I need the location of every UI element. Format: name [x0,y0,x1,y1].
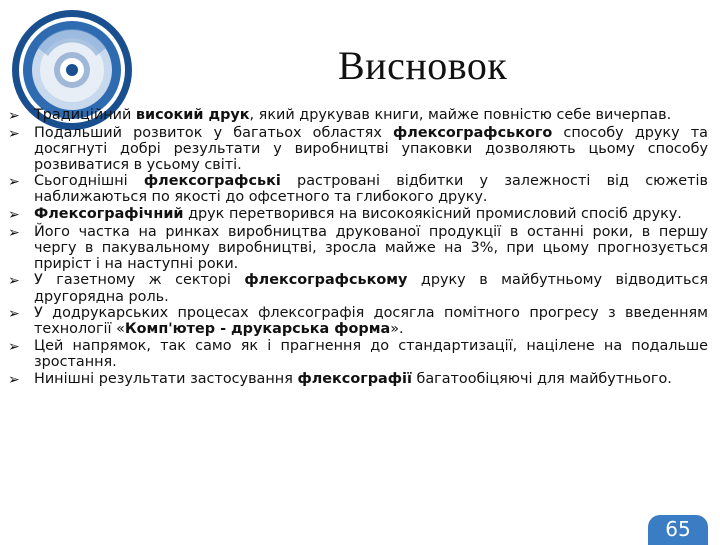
arrow-bullet-icon: ➢ [8,125,20,142]
bullet-bold-term: Комп'ютер - друкарська форма [124,321,391,338]
arrow-bullet-icon: ➢ [8,338,20,355]
bullet-bold-term: Флексографічний [34,206,184,223]
bullet-item [8,224,708,272]
bullet-text [34,206,708,223]
bullet-text [34,371,708,388]
bullet-text-part: , який друкував книги, майже повністю себе вичерпав. [249,107,672,123]
bullet-text [34,272,708,304]
bullet-bold-term: флексографському [244,272,408,289]
bullet-bold-term: флексографії [297,370,412,387]
arrow-bullet-icon: ➢ [8,224,20,241]
bullet-text [34,224,708,272]
arrow-bullet-icon: ➢ [8,306,20,323]
bullet-text-part: багатообіцяючі для майбутнього. [411,370,672,387]
bullet-item [8,206,708,223]
bullet-text [34,305,708,337]
bullet-list [8,107,708,388]
bullet-text [34,107,708,124]
slide-title: Висновок [338,43,508,88]
bullet-text-part: Нинішні результати застосування [34,370,298,387]
arrow-bullet-icon: ➢ [8,273,20,290]
arrow-bullet-icon: ➢ [8,371,20,388]
bullet-text-part: ». [390,321,404,338]
bullet-text [34,173,708,205]
bullet-item [8,173,708,205]
bullet-text-part: Традиційний [34,107,136,123]
bullet-item [8,371,708,388]
bullet-text-part: Цей напрямок, так само як і прагнення до стандартизації, націлене на подальше зростання. [34,337,708,370]
bullet-item [8,305,708,337]
bullet-text-part: Подальший розвиток у багатьох областях [34,124,393,141]
bullet-text [34,125,708,173]
arrow-bullet-icon: ➢ [8,108,20,124]
bullet-item [8,125,708,173]
bullet-text-part: Сьогоднішні [34,173,144,190]
arrow-bullet-icon: ➢ [8,207,20,224]
bullet-text-part: Його частка на ринках виробництва друкованої продукції в останні роки, в першу чергу в пакувальному виробництві, зросла майже на 3%, при цьому прогнозується приріст і на наступні роки. [34,223,708,272]
bullet-text-part: друк перетворився на високоякісний промисловий спосіб друку. [183,206,682,223]
bullet-text-part: У додрукарських процесах флексографія досягла помітного прогресу з введенням технології « [34,305,708,338]
bullet-item [8,338,708,370]
bullet-text-part: растровані відбитки у залежності від сюжетів наближаються по якості до офсетного та глибокого друку. [34,173,708,206]
bullet-text-part: друку в майбутньому відводиться другорядна роль. [34,272,708,305]
bullet-item [8,107,708,124]
bullet-text-part: способу друку та досягнуті добрі результати у виробництві упаковки дозволяють цьому способу розвиватися в усьому світі. [34,124,708,173]
bullet-bold-term: флексографського [393,124,553,141]
bullet-item [8,272,708,304]
bullet-bold-term: високий друк [135,107,250,123]
bullet-text [34,338,708,370]
arrow-bullet-icon: ➢ [8,174,20,191]
bullet-bold-term: флексографські [143,173,281,190]
page-number-badge: 65 [648,515,708,545]
bullet-text-part: У газетному ж секторі [34,272,245,289]
